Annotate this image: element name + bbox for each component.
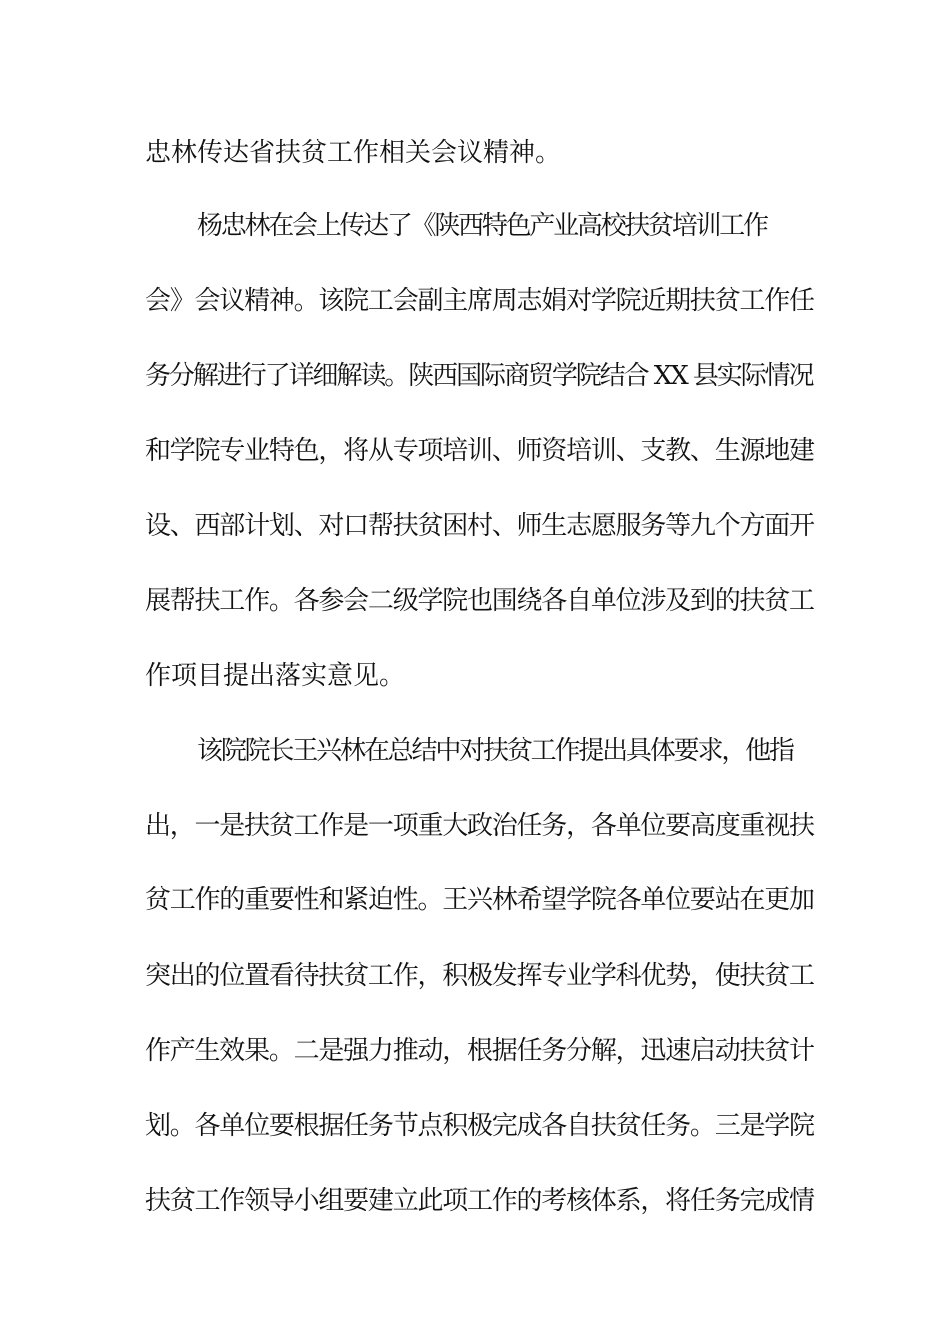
paragraph-line: 杨忠林在会上传达了《陕西特色产业高校扶贫培训工作 <box>197 211 767 241</box>
paragraph-line: 贫工作的重要性和紧迫性。王兴林希望学院各单位要站在更加 <box>145 885 814 915</box>
paragraph-line: 扶贫工作领导小组要建立此项工作的考核体系，将任务完成情 <box>145 1186 814 1216</box>
paragraph-line: 会》会议精神。该院工会副主席周志娟对学院近期扶贫工作任 <box>145 286 814 316</box>
paragraph-line: 设、西部计划、对口帮扶贫困村、师生志愿服务等九个方面开 <box>145 511 814 541</box>
paragraph-line: 作产生效果。二是强力推动，根据任务分解，迅速启动扶贫计 <box>145 1036 814 1066</box>
paragraph-line: 忠林传达省扶贫工作相关会议精神。 <box>145 138 562 168</box>
paragraph-line: 和学院专业特色，将从专项培训、师资培训、支教、生源地建 <box>145 436 814 466</box>
paragraph-line: 划。各单位要根据任务节点积极完成各自扶贫任务。三是学院 <box>145 1111 814 1141</box>
paragraph-line: 作项目提出落实意见。 <box>145 661 406 691</box>
paragraph-line: 突出的位置看待扶贫工作，积极发挥专业学科优势，使扶贫工 <box>145 961 814 991</box>
paragraph-line: 该院院长王兴林在总结中对扶贫工作提出具体要求，他指 <box>197 736 793 766</box>
paragraph-line: 展帮扶工作。各参会二级学院也围绕各自单位涉及到的扶贫工 <box>145 586 814 616</box>
paragraph-line: 出，一是扶贫工作是一项重大政治任务，各单位要高度重视扶 <box>145 811 814 841</box>
paragraph-line: 务分解进行了详细解读。陕西国际商贸学院结合 XX 县实际情况 <box>145 361 813 391</box>
